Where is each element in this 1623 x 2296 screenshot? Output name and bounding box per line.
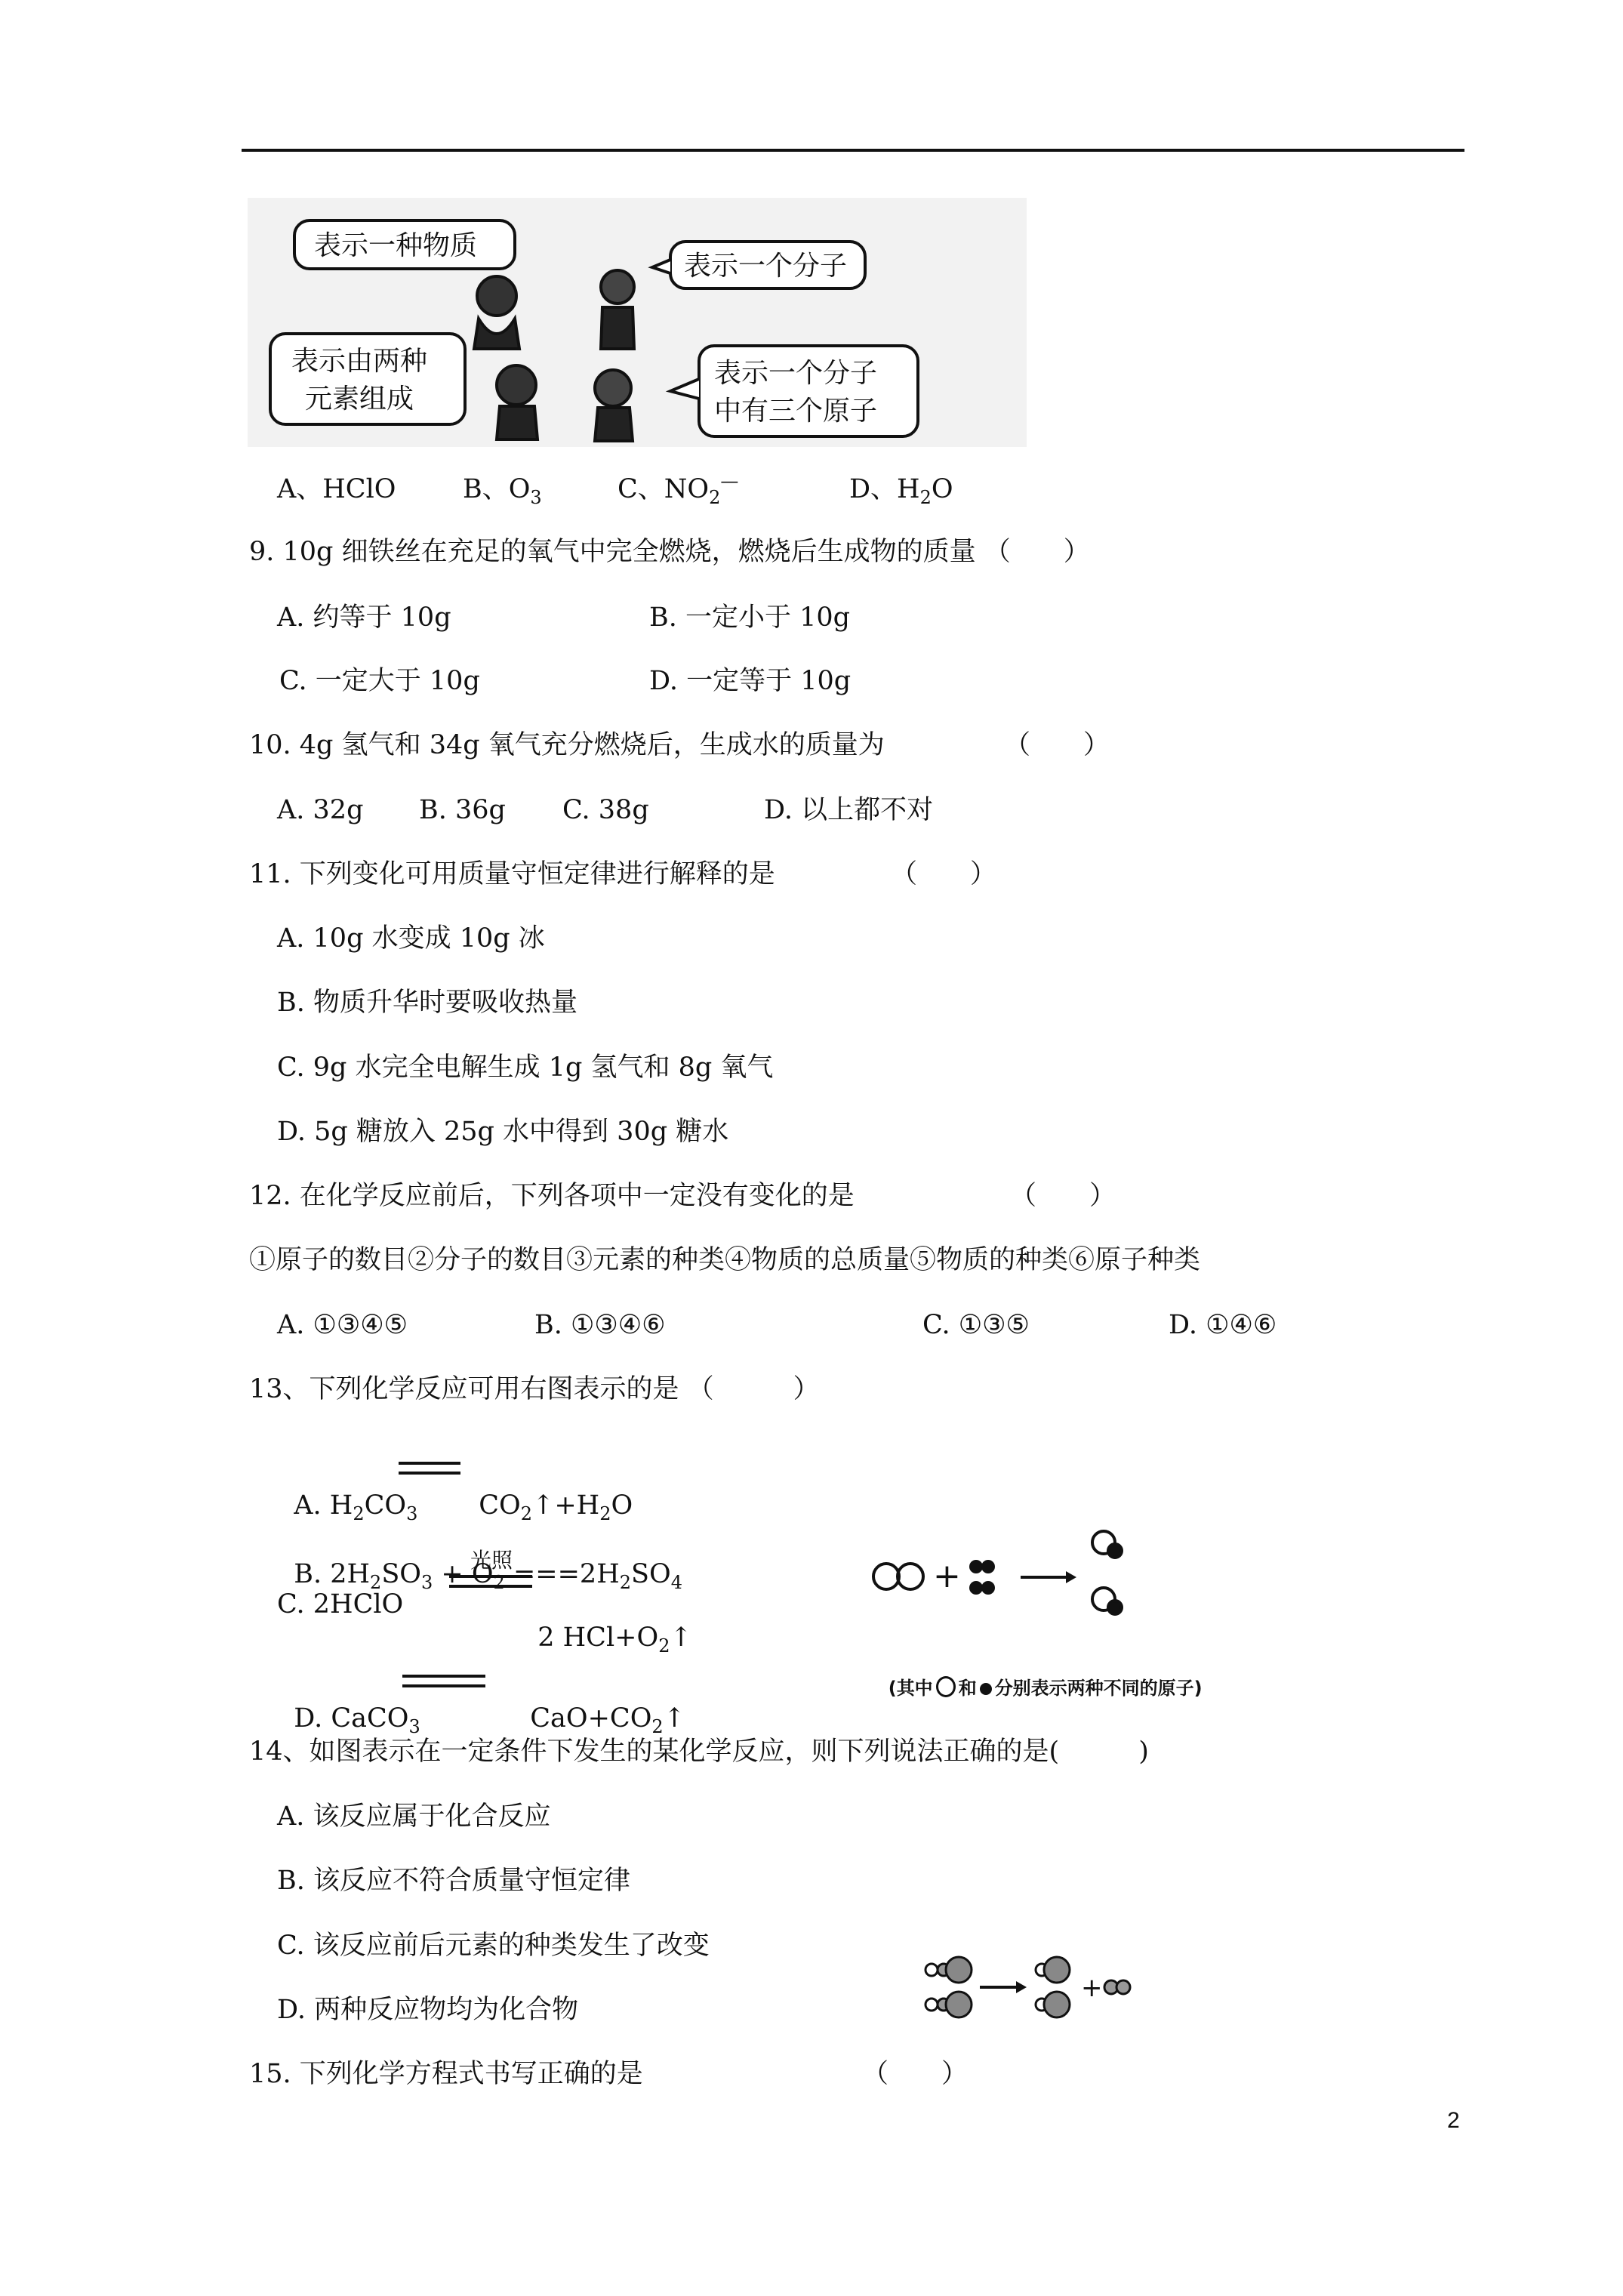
q10-paren: （ ） xyxy=(1004,730,1110,760)
q12-option-c: C. ①③⑤ xyxy=(922,1310,1030,1340)
svg-text:+: + xyxy=(1081,1973,1103,2003)
q9-stem: 9. 10g 细铁丝在充足的氧气中完全燃烧，燃烧后生成物的质量 （ ） xyxy=(249,537,1090,567)
bubble-text-1: 表示一种物质 xyxy=(314,230,478,261)
q11-option-b: B. 物质升华时要吸收热量 xyxy=(277,988,577,1018)
q14-option-b: B. 该反应不符合质量守恒定律 xyxy=(277,1866,630,1896)
q14-option-c: C. 该反应前后元素的种类发生了改变 xyxy=(277,1931,710,1961)
person-icon xyxy=(601,270,634,349)
q9-option-d: D. 一定等于 10g xyxy=(649,666,852,696)
q8-option-c: C、$NO_2^—$ xyxy=(617,470,739,508)
q14-option-a: A. 该反应属于化合反应 xyxy=(277,1801,551,1832)
q10-option-b: B. 36g xyxy=(419,795,506,825)
q12-option-a: A. ①③④⑤ xyxy=(277,1310,408,1340)
q12-option-b: B. ①③④⑥ xyxy=(534,1310,666,1340)
q13-reaction-diagram xyxy=(868,1516,1185,1629)
bubble-text-3a: 表示由两种 xyxy=(291,346,428,377)
q11-option-c: C. 9g 水完全电解生成 1g 氢气和 8g 氧气 xyxy=(277,1052,774,1083)
equals-sign-a xyxy=(399,1462,460,1475)
q10-option-c: C. 38g xyxy=(562,795,649,825)
bubble-text-4b: 中有三个原子 xyxy=(714,396,878,427)
q10-option-a: A. 32g xyxy=(277,795,364,825)
q13-option-c-products: 2 $HCl+O_2↑$ xyxy=(537,1623,692,1657)
q12-paren: （ ） xyxy=(1010,1181,1116,1211)
q13-option-c: C. 2HClO xyxy=(277,1589,404,1620)
q15-stem: 15. 下列化学方程式书写正确的是 xyxy=(249,2059,643,2089)
q9-option-a: A. 约等于 10g xyxy=(277,603,451,633)
q11-option-d: D. 5g 糖放入 25g 水中得到 30g 糖水 xyxy=(277,1117,729,1147)
svg-text:+: + xyxy=(933,1557,961,1595)
q8-option-d: D、$H_2O$ xyxy=(849,474,953,508)
cartoon-figure xyxy=(248,198,1027,447)
equals-sign-d xyxy=(402,1675,485,1687)
q13-option-d-products: $CaO+CO_2↑$ xyxy=(530,1703,686,1737)
q13-stem: 13、下列化学反应可用右图表示的是 （ ） xyxy=(249,1374,820,1404)
q8-option-b: B、$O_3$ xyxy=(463,474,542,508)
header-rule xyxy=(242,149,1464,152)
q13-figure-caption: (其中 和 分别表示两种不同的原子) xyxy=(888,1678,1203,1699)
q11-stem: 11. 下列变化可用质量守恒定律进行解释的是 xyxy=(249,859,775,889)
q14-option-d: D. 两种反应物均为化合物 xyxy=(277,1995,579,2025)
bubble-text-3b: 元素组成 xyxy=(305,384,414,415)
q14-stem: 14、如图表示在一定条件下发生的某化学反应，则下列说法正确的是( ) xyxy=(249,1737,1149,1767)
bubble-text-4a: 表示一个分子 xyxy=(714,358,878,389)
page-number: 2 xyxy=(1447,2108,1460,2133)
q13-option-d: D. CaCO$_3$ xyxy=(294,1703,420,1737)
q15-paren: （ ） xyxy=(862,2059,969,2089)
q9-option-b: B. 一定小于 10g xyxy=(649,603,851,633)
q8-option-a: A、HClO xyxy=(277,474,396,504)
q12-items: ①原子的数目②分子的数目③元素的种类④物质的总质量⑤物质的种类⑥原子种类 xyxy=(249,1245,1201,1275)
q10-stem: 10. 4g 氢气和 34g 氧气充分燃烧后，生成水的质量为 xyxy=(249,730,885,760)
q13-option-b: B. $2H_2SO_3 + O_2 ===2H_2SO_4$ xyxy=(294,1559,682,1593)
q13-option-a: A. $H_2CO_3$ xyxy=(294,1490,418,1524)
q13-condition-label: 光照 xyxy=(470,1548,513,1573)
q12-stem: 12. 在化学反应前后，下列各项中一定没有变化的是 xyxy=(249,1181,855,1211)
q9-option-c: C. 一定大于 10g xyxy=(279,666,480,696)
q12-option-d: D. ①④⑥ xyxy=(1169,1310,1277,1340)
q11-option-a: A. 10g 水变成 10g 冰 xyxy=(277,923,545,954)
q13-option-a-products: $CO_2↑+H_2O$ xyxy=(479,1490,633,1524)
q14-reaction-diagram xyxy=(921,1949,1147,2032)
bubble-text-2: 表示一个分子 xyxy=(684,251,848,282)
equals-sign-c xyxy=(449,1575,532,1588)
q11-paren: （ ） xyxy=(891,859,997,889)
q10-option-d: D. 以上都不对 xyxy=(764,795,934,825)
